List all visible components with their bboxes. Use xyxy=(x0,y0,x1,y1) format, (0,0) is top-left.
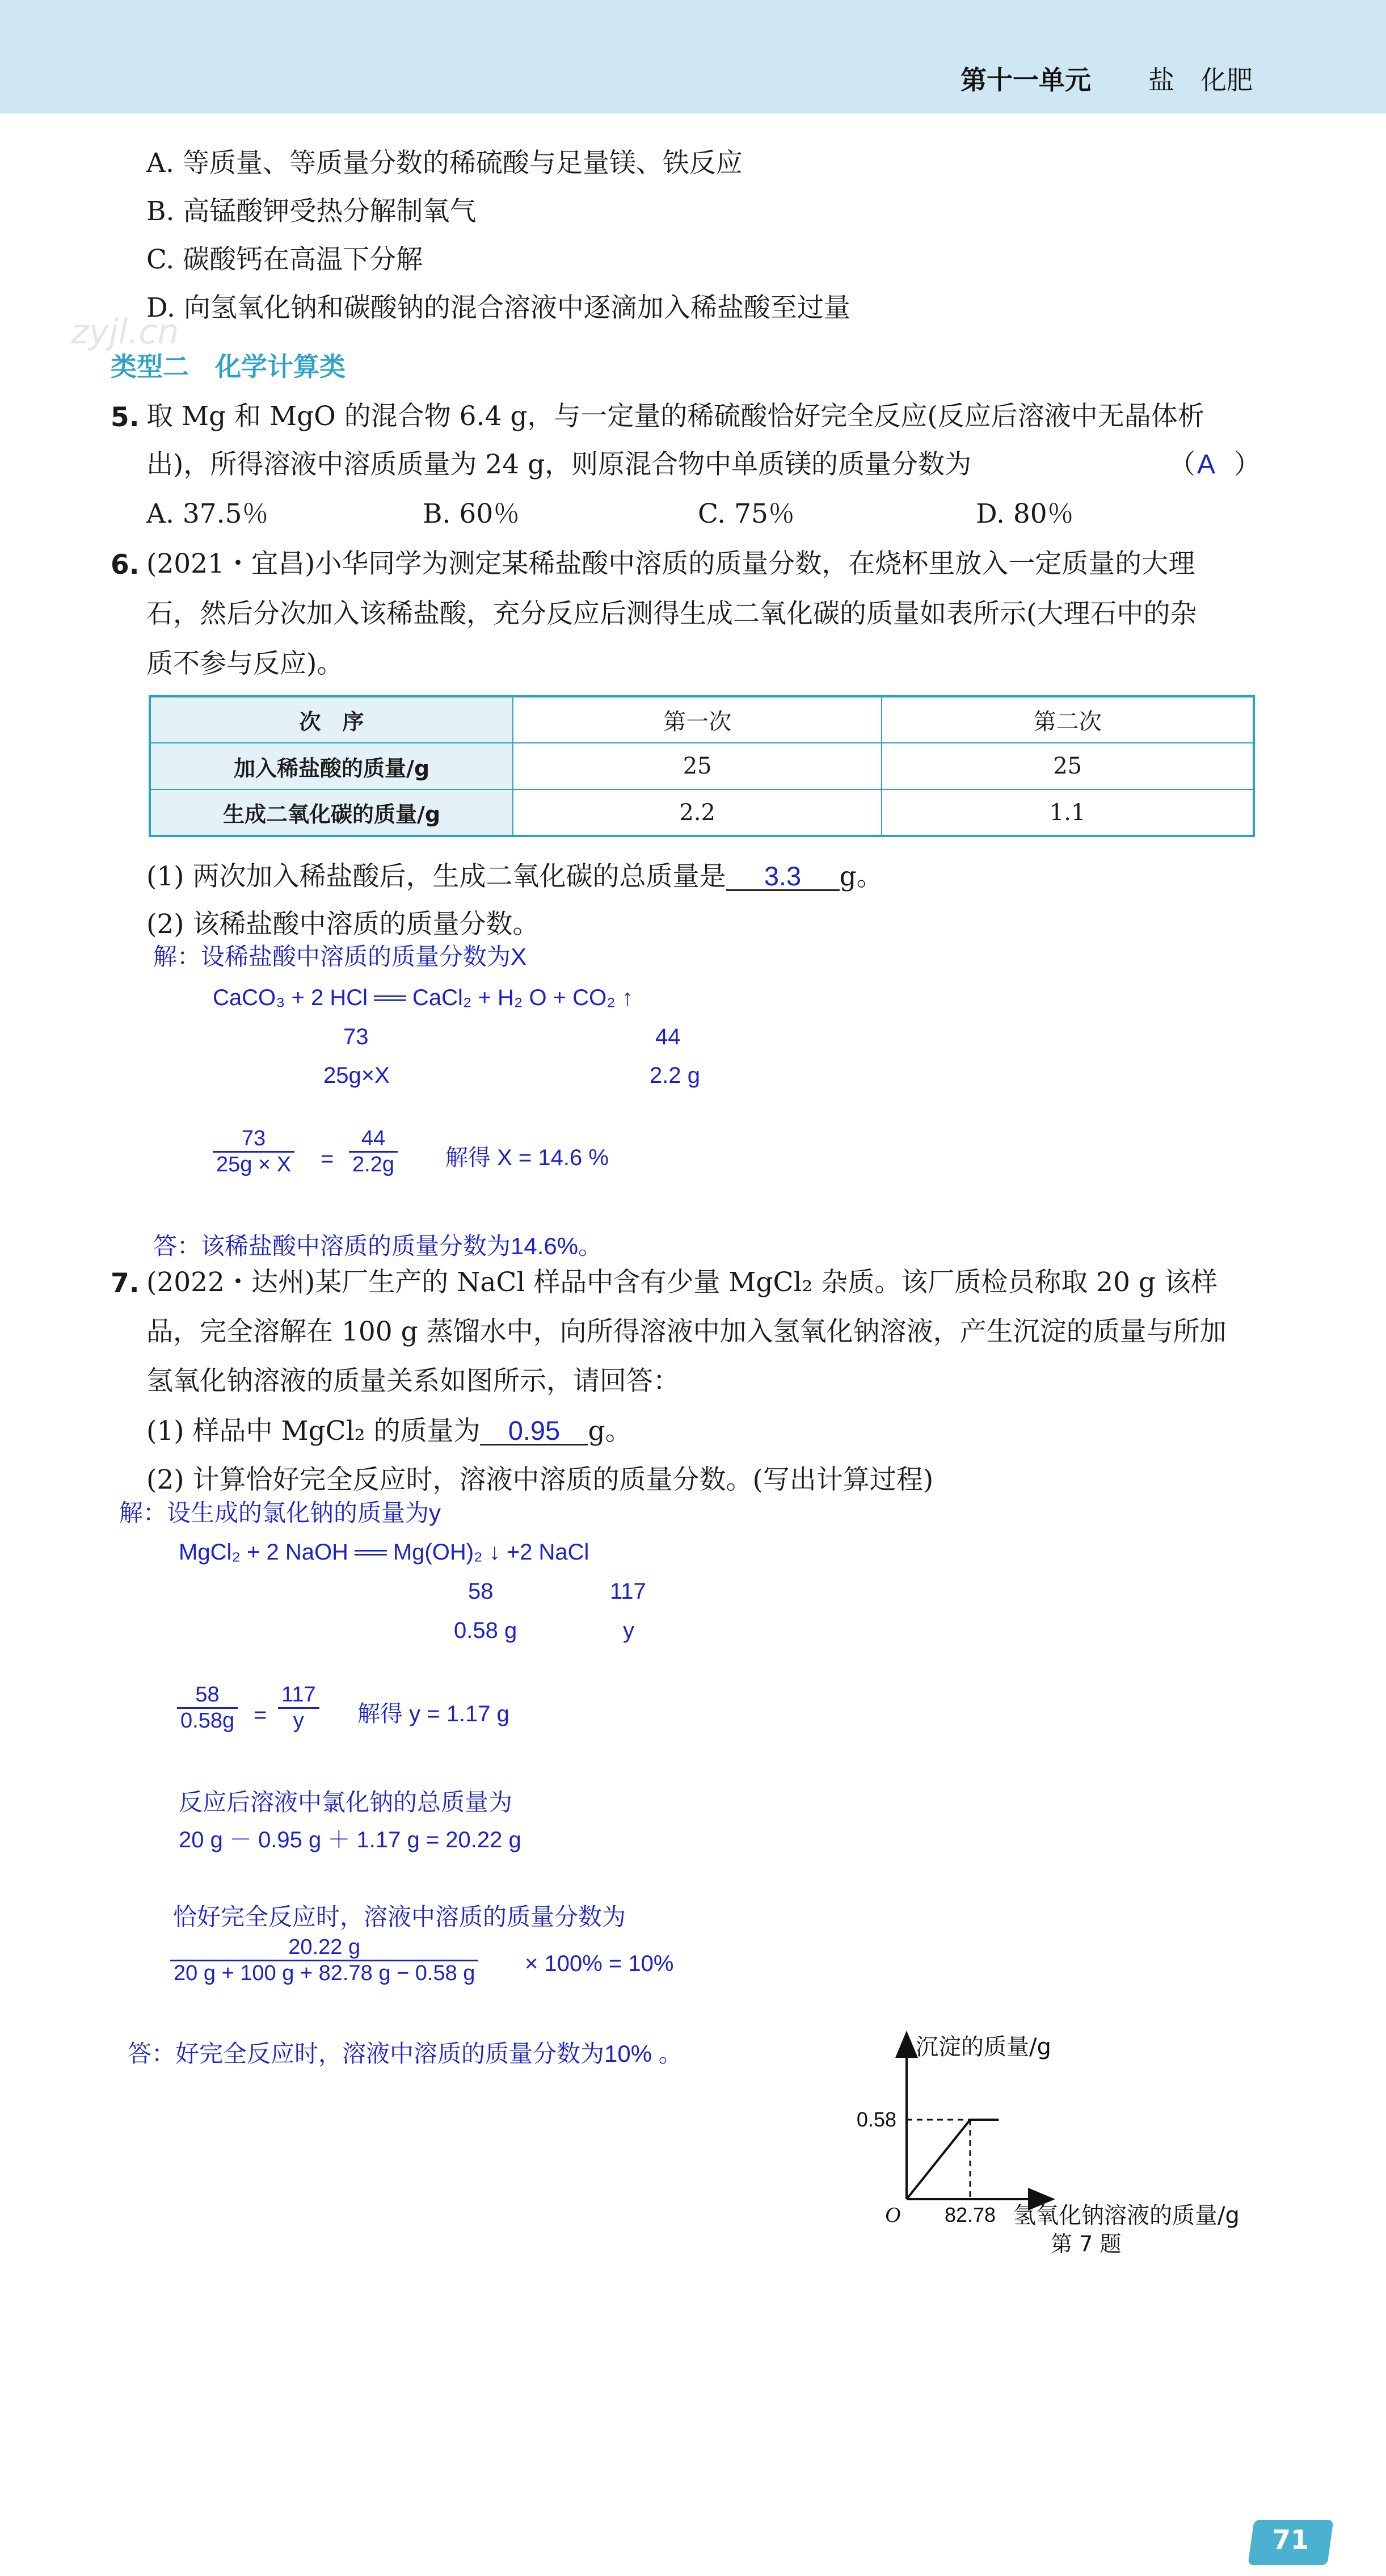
table-cell: 生成二氧化碳的质量/g xyxy=(150,789,513,836)
q4-option-c: C. 碳酸钙在高温下分解 xyxy=(146,244,423,275)
unit-topic: 盐 化肥 xyxy=(1148,65,1253,95)
q7-sub2: (2) 计算恰好完全反应时，溶液中溶质的质量分数。(写出计算过程) xyxy=(146,1464,934,1495)
table-row xyxy=(150,743,1254,789)
q4-option-b: B. 高锰酸钾受热分解制氧气 xyxy=(146,196,477,227)
q7-equals: = xyxy=(254,1703,267,1728)
q7-big-den: 20 g + 100 g + 82.78 g − 0.58 g xyxy=(174,1961,475,1985)
q6-mass-co2: 2.2 g xyxy=(650,1063,700,1088)
table-header-cell: 第二次 xyxy=(882,696,1254,743)
q7-total-label: 反应后溶液中氯化钠的总质量为 xyxy=(179,1789,513,1816)
q4-option-a: A. 等质量、等质量分数的稀硫酸与足量镁、铁反应 xyxy=(146,148,743,179)
q6-frac1-num: 73 xyxy=(213,1127,294,1153)
graph-caption: 第 7 题 xyxy=(1051,2232,1122,2256)
unit-title: 第十一单元 xyxy=(960,65,1091,95)
table-header-row xyxy=(150,696,1254,743)
x-axis-label: 氢氧化钠溶液的质量/g xyxy=(1013,2203,1240,2229)
q6-number: 6. xyxy=(111,549,140,581)
q7-fraction-label: 恰好完全反应时，溶液中溶质的质量分数为 xyxy=(173,1903,626,1930)
watermark: zyjl.cn xyxy=(71,312,179,352)
q6-table xyxy=(149,695,1255,837)
series-line xyxy=(907,2120,999,2199)
q7-line2: 品，完全溶解在 100 g 蒸馏水中，向所得溶液中加入氢氧化钠溶液，产生沉淀的质量与所加 xyxy=(146,1316,1227,1347)
q7-mr-nacl: 117 xyxy=(610,1579,646,1604)
q5-bracket-open: （ xyxy=(1169,449,1195,480)
q6-answer: 答：该稀盐酸中溶质的质量分数为14.6%。 xyxy=(153,1233,603,1259)
q7-frac1-num: 58 xyxy=(177,1683,238,1709)
q6-solution-equation: CaCO₃ + 2 HCl ══ CaCl₂ + H₂ O + CO₂ ↑ xyxy=(213,985,633,1010)
table-cell: 1.1 xyxy=(882,789,1254,836)
q7-number: 7. xyxy=(111,1268,140,1299)
q7-mass-nacl: y xyxy=(623,1618,634,1643)
q7-big-fraction xyxy=(170,1935,478,1986)
table-header-cell: 次 序 xyxy=(150,696,513,743)
q5-option-a: A. 37.5％ xyxy=(146,498,269,530)
q7-answer: 答：好完全反应时，溶液中溶质的质量分数为10% 。 xyxy=(128,2040,683,2067)
q6-frac1-den: 25g × X xyxy=(216,1153,292,1176)
q6-mr-hcl: 73 xyxy=(343,1024,369,1049)
q5-option-b: B. 60％ xyxy=(423,498,520,530)
q5-number: 5. xyxy=(111,402,140,433)
page-number: 71 xyxy=(1272,2524,1309,2555)
table-cell: 25 xyxy=(882,743,1254,789)
q7-sub1-suffix: g。 xyxy=(588,1415,632,1447)
q7-fraction-left xyxy=(177,1683,238,1733)
q7-fraction-right xyxy=(278,1683,319,1733)
q7-big-num: 20.22 g xyxy=(170,1935,478,1961)
q5-line1: 取 Mg 和 MgO 的混合物 6.4 g，与一定量的稀硫酸恰好完全反应(反应后溶液中无晶体析 xyxy=(146,401,1204,432)
y-tick-label: 0.58 xyxy=(856,2108,896,2131)
q6-mass-hcl: 25g×X xyxy=(323,1063,390,1088)
q6-frac2-den: 2.2g xyxy=(352,1153,394,1176)
q7-total-calc: 20 g － 0.95 g ＋ 1.17 g = 20.22 g xyxy=(179,1827,521,1852)
q6-fraction-right xyxy=(349,1127,398,1177)
q7-solution-equation: MgCl₂ + 2 NaOH ══ Mg(OH)₂ ↓ +2 NaCl xyxy=(179,1540,589,1565)
q6-frac2-num: 44 xyxy=(349,1127,398,1153)
q6-result: 解得 X = 14.6 % xyxy=(445,1145,609,1170)
q6-line1: (2021・宜昌)小华同学为测定某稀盐酸中溶质的质量分数，在烧杯里放入一定质量的大理 xyxy=(146,548,1195,579)
q7-solution-intro: 解：设生成的氯化钠的质量为y xyxy=(119,1499,441,1526)
q6-sub1-answer: 3.3 xyxy=(726,863,840,891)
q7-graph xyxy=(840,2026,1294,2264)
q7-mr-mgoh2: 58 xyxy=(468,1579,494,1604)
section-title: 类型二 化学计算类 xyxy=(111,351,346,382)
q6-equals: = xyxy=(321,1146,334,1171)
q7-sub1-prefix: (1) 样品中 MgCl₂ 的质量为 xyxy=(146,1415,481,1447)
q6-line2: 石，然后分次加入该稀盐酸，充分反应后测得生成二氧化碳的质量如表所示(大理石中的杂 xyxy=(146,598,1197,629)
table-cell: 2.2 xyxy=(513,789,882,836)
q6-mr-co2: 44 xyxy=(655,1024,681,1049)
q7-frac2-den: y xyxy=(293,1709,304,1733)
q5-line2: 出)，所得溶液中溶质质量为 24 g，则原混合物中单质镁的质量分数为 xyxy=(146,449,972,480)
origin-label: O xyxy=(885,2203,901,2227)
q7-frac2-num: 117 xyxy=(278,1683,319,1709)
q7-sub1 xyxy=(146,1417,632,1445)
q7-frac1-den: 0.58g xyxy=(180,1709,235,1733)
q7-mass-mgoh2: 0.58 g xyxy=(454,1618,517,1643)
table-header-cell: 第一次 xyxy=(513,696,882,743)
q5-option-d: D. 80％ xyxy=(976,498,1074,530)
q6-sub1-suffix: g。 xyxy=(839,861,883,892)
q6-solution-intro: 解：设稀盐酸中溶质的质量分数为X xyxy=(153,943,527,970)
q6-sub1-prefix: (1) 两次加入稀盐酸后，生成二氧化碳的总质量是 xyxy=(146,861,726,892)
q7-line3: 氢氧化钠溶液的质量关系如图所示，请回答： xyxy=(146,1365,680,1397)
q5-option-c: C. 75％ xyxy=(698,498,795,530)
q7-big-tail: × 100% = 10% xyxy=(525,1951,674,1976)
q6-fraction-left xyxy=(213,1127,294,1177)
q5-answer: A xyxy=(1197,449,1216,480)
table-row xyxy=(150,789,1254,836)
table-cell: 加入稀盐酸的质量/g xyxy=(150,743,513,789)
q5-bracket-close: ） xyxy=(1234,449,1261,480)
x-tick-label: 82.78 xyxy=(944,2203,996,2226)
q7-line1: (2022・达州)某厂生产的 NaCl 样品中含有少量 MgCl₂ 杂质。该厂质检员称取 20 g 该样 xyxy=(146,1267,1218,1298)
q6-sub1 xyxy=(146,863,883,891)
q6-line3: 质不参与反应)。 xyxy=(146,648,344,679)
q7-sub1-answer: 0.95 xyxy=(480,1417,588,1445)
y-axis-label: 沉淀的质量/g xyxy=(916,2034,1051,2060)
q4-option-d: D. 向氢氧化钠和碳酸钠的混合溶液中逐滴加入稀盐酸至过量 xyxy=(146,292,850,323)
q7-result: 解得 y = 1.17 g xyxy=(357,1701,509,1726)
table-cell: 25 xyxy=(513,743,882,789)
q6-sub2: (2) 该稀盐酸中溶质的质量分数。 xyxy=(146,909,540,940)
